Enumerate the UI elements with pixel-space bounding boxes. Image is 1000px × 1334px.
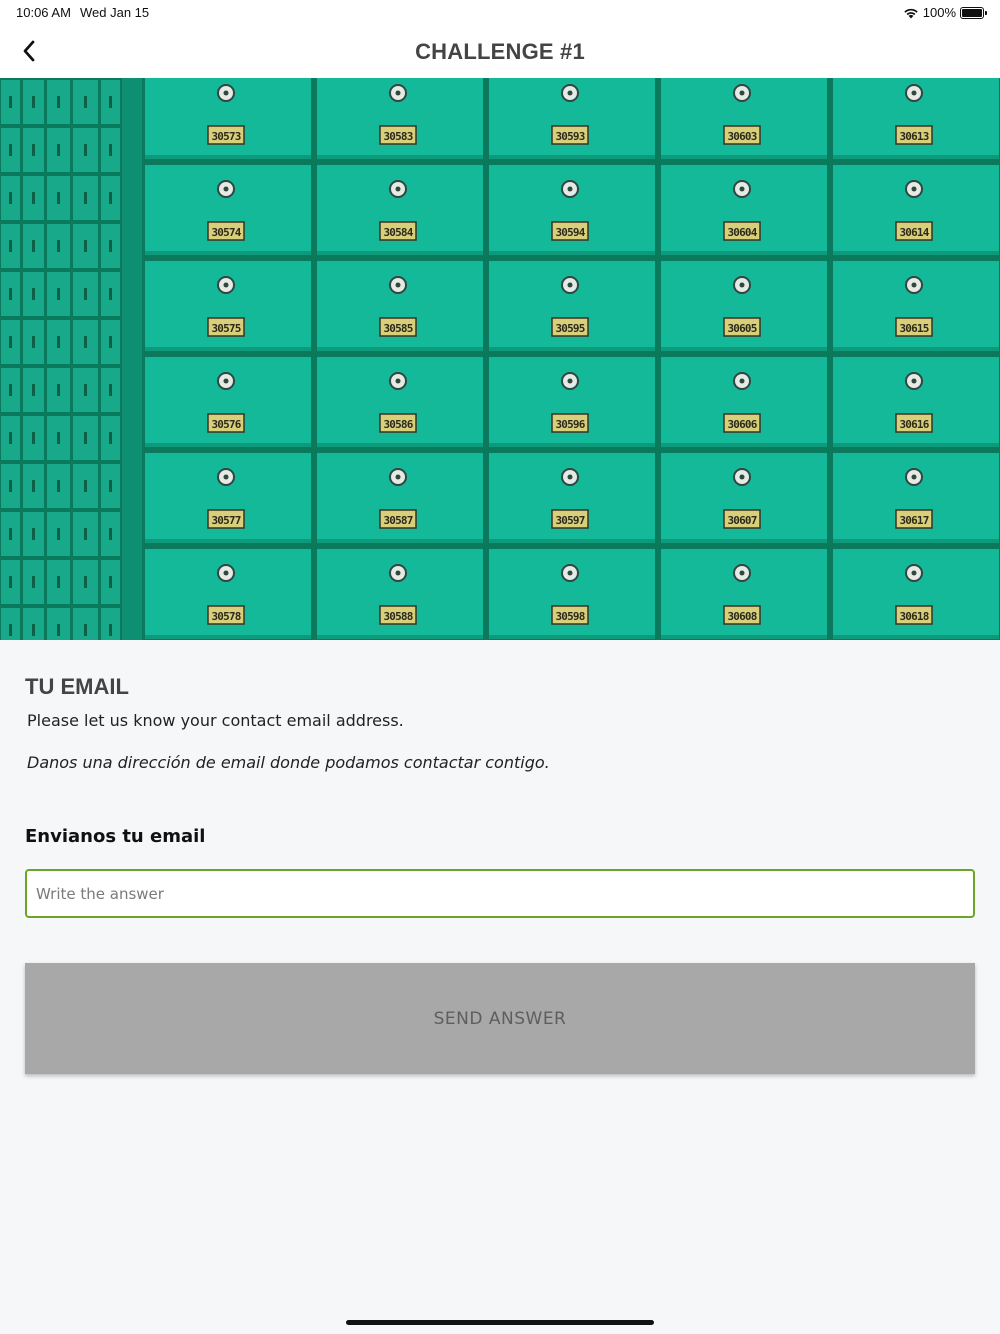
box-keyhole: [740, 187, 745, 192]
wall-box-handle: [109, 480, 112, 492]
safe-deposit-box: [833, 357, 999, 447]
wall-box-handle: [109, 624, 112, 636]
box-ledge: [489, 251, 655, 255]
status-date: Wed Jan 15: [80, 5, 150, 20]
wall-box-handle: [32, 96, 35, 108]
box-keyhole: [224, 379, 229, 384]
answer-input[interactable]: [25, 869, 975, 918]
wall-box-handle: [84, 624, 87, 636]
battery-fill: [962, 9, 982, 17]
wall-box-handle: [109, 432, 112, 444]
box-ledge: [145, 443, 311, 447]
wall-box-handle: [57, 384, 60, 396]
box-number: 30586: [383, 418, 413, 431]
box-ledge: [489, 539, 655, 543]
box-keyhole: [740, 379, 745, 384]
wall-box-handle: [9, 528, 12, 540]
status-time: 10:06 AM: [16, 5, 71, 20]
box-keyhole: [912, 187, 917, 192]
safe-deposit-box: [661, 453, 827, 543]
box-number: 30587: [383, 514, 413, 527]
status-right: [903, 5, 984, 20]
box-ledge: [833, 635, 999, 639]
wall-box-handle: [9, 432, 12, 444]
safe-deposit-box: [145, 549, 311, 639]
box-keyhole: [396, 187, 401, 192]
status-bar: [0, 0, 1000, 26]
box-ledge: [489, 347, 655, 351]
box-ledge: [317, 155, 483, 159]
box-keyhole: [568, 475, 573, 480]
box-ledge: [661, 443, 827, 447]
box-number: 30597: [555, 514, 585, 527]
box-keyhole: [224, 475, 229, 480]
box-number: 30596: [555, 418, 585, 431]
safe-deposit-box: [145, 261, 311, 351]
wall-box-handle: [9, 624, 12, 636]
box-keyhole: [568, 91, 573, 96]
wall-box-handle: [9, 480, 12, 492]
box-keyhole: [396, 379, 401, 384]
box-number: 30588: [383, 610, 413, 623]
wall-box-handle: [109, 528, 112, 540]
box-number: 30607: [727, 514, 757, 527]
box-ledge: [489, 155, 655, 159]
safe-deposit-box: [833, 453, 999, 543]
box-keyhole: [568, 379, 573, 384]
box-ledge: [833, 443, 999, 447]
box-number: 30573: [211, 130, 241, 143]
wall-box-handle: [9, 144, 12, 156]
wall-box-handle: [84, 336, 87, 348]
wall-box-handle: [57, 144, 60, 156]
battery-icon: [960, 7, 984, 19]
safe-deposit-box: [661, 261, 827, 351]
wall-box-handle: [57, 96, 60, 108]
box-number: 30618: [899, 610, 929, 623]
box-number: 30575: [211, 322, 241, 335]
wall-box-handle: [57, 192, 60, 204]
safe-deposit-box: [317, 357, 483, 447]
safe-deposit-box: [489, 549, 655, 639]
safe-deposit-boxes-illustration: [0, 78, 1000, 640]
box-keyhole: [912, 571, 917, 576]
send-answer-button[interactable]: SEND ANSWER: [25, 963, 975, 1074]
safe-deposit-box: [661, 165, 827, 255]
box-ledge: [317, 347, 483, 351]
nav-bar: [0, 26, 1000, 78]
wall-box-handle: [57, 624, 60, 636]
battery-percentage: 100%: [922, 5, 956, 20]
wall-box-handle: [57, 336, 60, 348]
wall-box-handle: [109, 192, 112, 204]
wall-box-handle: [32, 576, 35, 588]
wall-box-handle: [109, 576, 112, 588]
box-keyhole: [396, 571, 401, 576]
box-ledge: [145, 155, 311, 159]
wall-box-handle: [84, 96, 87, 108]
wall-box-handle: [32, 384, 35, 396]
box-number: 30614: [899, 226, 929, 239]
wall-box-handle: [57, 480, 60, 492]
wall-box-handle: [57, 528, 60, 540]
box-number: 30577: [211, 514, 241, 527]
safe-deposit-box: [145, 357, 311, 447]
safe-deposit-box: [317, 453, 483, 543]
wall-box-handle: [84, 192, 87, 204]
box-keyhole: [740, 283, 745, 288]
home-indicator: [346, 1320, 654, 1325]
box-ledge: [661, 251, 827, 255]
hero-image: [0, 78, 1000, 640]
safe-deposit-box: [833, 549, 999, 639]
page-title: CHALLENGE #1: [415, 39, 585, 64]
box-ledge: [145, 251, 311, 255]
safe-deposit-box: [489, 261, 655, 351]
wall-box-handle: [84, 240, 87, 252]
box-keyhole: [396, 283, 401, 288]
box-ledge: [661, 635, 827, 639]
box-ledge: [489, 635, 655, 639]
box-keyhole: [740, 91, 745, 96]
wall-box-handle: [84, 480, 87, 492]
wall-box-handle: [84, 384, 87, 396]
wall-box-handle: [57, 288, 60, 300]
box-number: 30617: [899, 514, 929, 527]
box-number: 30574: [211, 226, 241, 239]
box-keyhole: [568, 187, 573, 192]
box-keyhole: [912, 475, 917, 480]
box-number: 30608: [727, 610, 757, 623]
wall-box-handle: [57, 576, 60, 588]
wifi-icon: [903, 7, 919, 19]
box-ledge: [833, 155, 999, 159]
description-spanish: Danos una dirección de email donde podamos contactar contigo.: [27, 753, 550, 772]
box-number: 30578: [211, 610, 241, 623]
box-keyhole: [396, 91, 401, 96]
box-keyhole: [224, 571, 229, 576]
wall-box-handle: [84, 528, 87, 540]
wall-box-handle: [109, 384, 112, 396]
wall-box-handle: [84, 144, 87, 156]
safe-deposit-box: [145, 453, 311, 543]
description-english: Please let us know your contact email address.: [27, 711, 404, 730]
wall-box-handle: [32, 480, 35, 492]
box-ledge: [145, 539, 311, 543]
box-number: 30605: [727, 322, 757, 335]
wall-box-handle: [9, 576, 12, 588]
box-keyhole: [912, 91, 917, 96]
box-keyhole: [740, 475, 745, 480]
box-ledge: [145, 635, 311, 639]
box-number: 30576: [211, 418, 241, 431]
wall-box-handle: [57, 240, 60, 252]
box-keyhole: [568, 571, 573, 576]
box-ledge: [317, 251, 483, 255]
box-number: 30584: [383, 226, 413, 239]
wall-box-handle: [32, 432, 35, 444]
safe-deposit-box: [833, 165, 999, 255]
wall-box-handle: [32, 624, 35, 636]
box-ledge: [833, 251, 999, 255]
wall-box-handle: [57, 432, 60, 444]
wall-box-handle: [109, 96, 112, 108]
safe-deposit-box: [489, 357, 655, 447]
wall-box-handle: [32, 288, 35, 300]
safe-deposit-box: [317, 165, 483, 255]
box-number: 30615: [899, 322, 929, 335]
safe-deposit-box: [489, 453, 655, 543]
wall-box-handle: [32, 240, 35, 252]
wall-box-handle: [109, 336, 112, 348]
box-ledge: [661, 347, 827, 351]
box-number: 30594: [555, 226, 585, 239]
wall-box-handle: [32, 336, 35, 348]
box-number: 30593: [555, 130, 585, 143]
wall-box-handle: [109, 240, 112, 252]
wall-box-handle: [84, 432, 87, 444]
safe-deposit-box: [833, 261, 999, 351]
wall-box-handle: [32, 144, 35, 156]
box-ledge: [833, 539, 999, 543]
box-keyhole: [224, 187, 229, 192]
safe-deposit-box: [317, 549, 483, 639]
wall-corner: [122, 78, 142, 640]
email-field-label: Envianos tu email: [25, 826, 206, 847]
box-keyhole: [224, 91, 229, 96]
safe-deposit-box: [489, 165, 655, 255]
wall-box-handle: [9, 288, 12, 300]
box-keyhole: [224, 283, 229, 288]
box-number: 30595: [555, 322, 585, 335]
wall-box-handle: [9, 336, 12, 348]
box-keyhole: [568, 283, 573, 288]
box-ledge: [317, 443, 483, 447]
box-number: 30583: [383, 130, 413, 143]
safe-deposit-box: [661, 549, 827, 639]
box-ledge: [317, 539, 483, 543]
box-keyhole: [912, 379, 917, 384]
box-ledge: [145, 347, 311, 351]
wall-box-handle: [9, 96, 12, 108]
box-ledge: [661, 155, 827, 159]
wall-box-handle: [9, 240, 12, 252]
wall-box-handle: [109, 144, 112, 156]
wall-box-handle: [84, 288, 87, 300]
wall-box-handle: [32, 528, 35, 540]
box-ledge: [317, 635, 483, 639]
box-number: 30604: [727, 226, 757, 239]
safe-deposit-box: [661, 357, 827, 447]
box-ledge: [661, 539, 827, 543]
box-keyhole: [912, 283, 917, 288]
box-keyhole: [396, 475, 401, 480]
wall-box-handle: [109, 288, 112, 300]
box-number: 30616: [899, 418, 929, 431]
box-number: 30606: [727, 418, 757, 431]
safe-deposit-box: [317, 261, 483, 351]
box-keyhole: [740, 571, 745, 576]
box-ledge: [489, 443, 655, 447]
box-number: 30598: [555, 610, 585, 623]
wall-box-handle: [9, 192, 12, 204]
section-title: TU EMAIL: [25, 674, 129, 699]
wall-box-handle: [84, 576, 87, 588]
wall-box-handle: [32, 192, 35, 204]
safe-deposit-box: [145, 165, 311, 255]
box-ledge: [833, 347, 999, 351]
box-number: 30613: [899, 130, 929, 143]
box-number: 30603: [727, 130, 757, 143]
wall-box-handle: [9, 384, 12, 396]
box-number: 30585: [383, 322, 413, 335]
